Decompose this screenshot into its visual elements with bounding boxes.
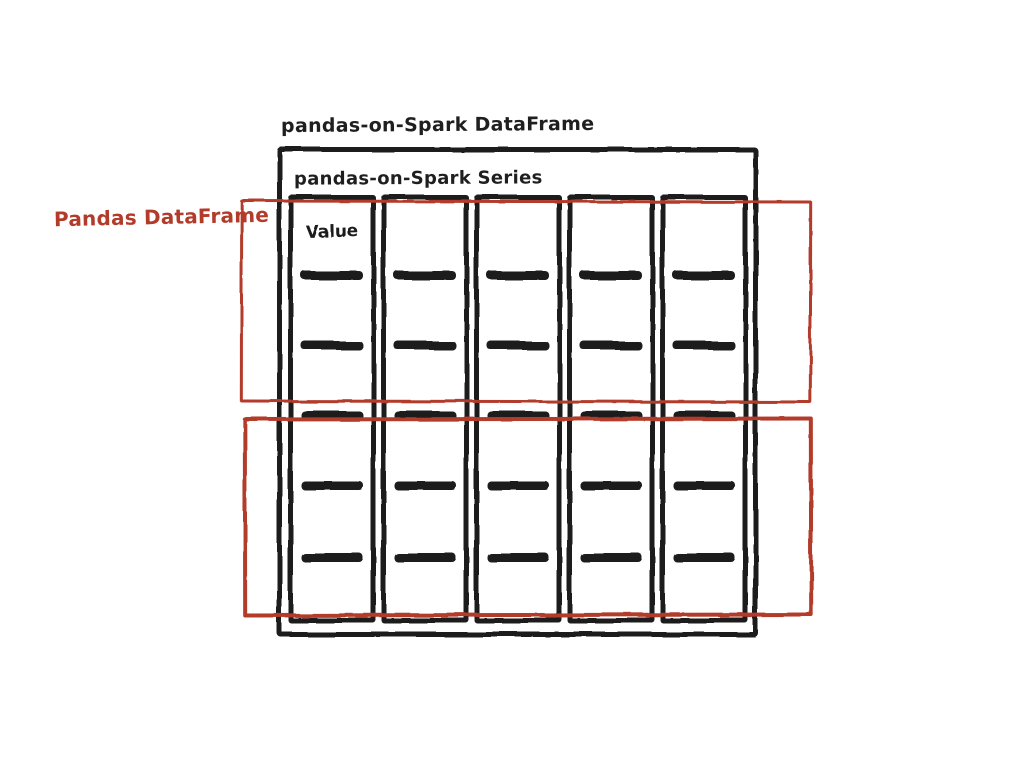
pandas-dataframe-label: Pandas DataFrame xyxy=(53,202,270,232)
value-dash xyxy=(580,411,642,420)
spark-series-label: pandas-on-Spark Series xyxy=(293,167,543,190)
series-column xyxy=(381,195,469,623)
value-column-header: Value xyxy=(305,221,359,243)
series-column xyxy=(288,195,376,623)
value-dash xyxy=(487,341,549,350)
value-dash xyxy=(673,341,735,350)
value-dash xyxy=(301,481,363,490)
series-column xyxy=(474,195,562,623)
value-dash xyxy=(673,411,735,420)
value-dash xyxy=(394,481,456,490)
value-dash xyxy=(673,553,735,562)
value-dash xyxy=(673,271,735,280)
value-dash xyxy=(580,341,642,350)
series-column xyxy=(660,195,748,623)
value-dash xyxy=(580,481,642,490)
value-dash xyxy=(487,553,549,562)
value-dash xyxy=(394,411,456,420)
value-dash xyxy=(580,271,642,280)
value-dash xyxy=(487,411,549,420)
value-dash xyxy=(394,271,456,280)
value-dash xyxy=(580,553,642,562)
value-dash xyxy=(301,341,363,350)
value-dash xyxy=(673,481,735,490)
value-dash xyxy=(301,553,363,562)
value-dash xyxy=(487,481,549,490)
value-dash xyxy=(394,341,456,350)
series-column xyxy=(567,195,655,623)
value-dash xyxy=(301,271,363,280)
value-dash xyxy=(301,411,363,420)
value-dash xyxy=(394,553,456,562)
value-dash xyxy=(487,271,549,280)
spark-dataframe-title: pandas-on-Spark DataFrame xyxy=(280,112,595,138)
